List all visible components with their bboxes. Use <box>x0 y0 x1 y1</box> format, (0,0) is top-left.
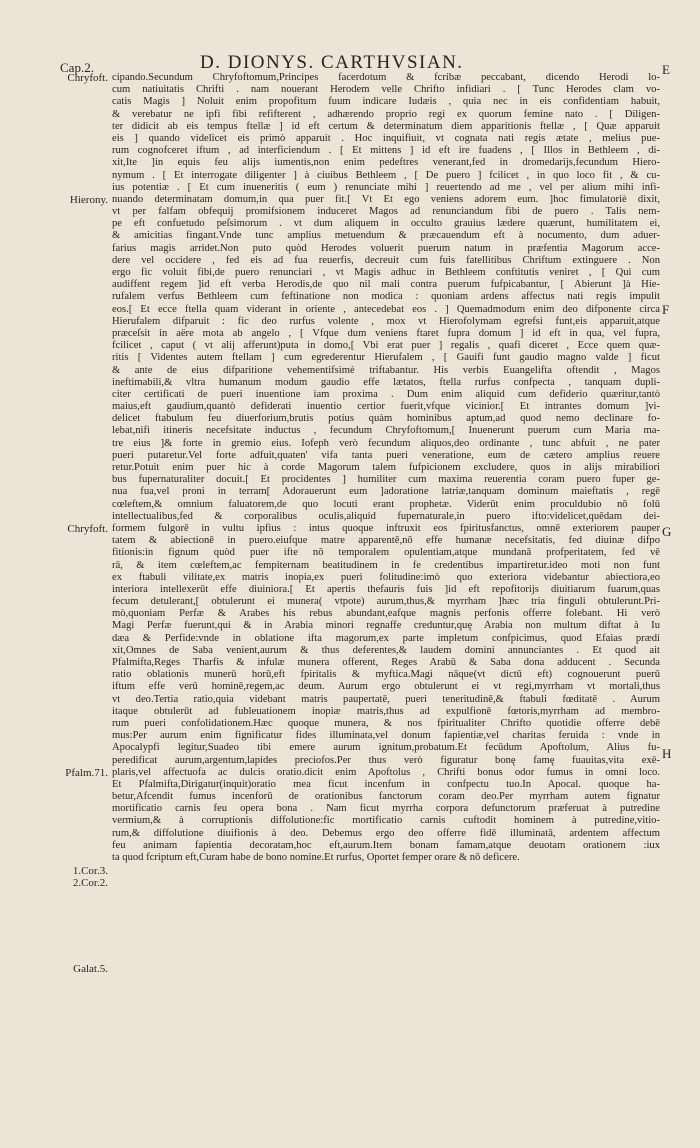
text-line: ius potentiæ . [ Et cum inueneritis ( eum ) renunciate mihi ] reuertendo ad me , vel per alium mihi infi- <box>112 181 660 193</box>
section-letter-e: E <box>662 62 670 77</box>
text-line: tre eius ]& forte in gremio eius. Iofeph verò fecundum aliquos,deo ordinante , tunc abfuit , ne pater <box>112 437 660 449</box>
text-line: nymum . [ Et interrogate diligenter ] à ciuibus Bethleem , [ De puero ] fcilicet , in quo loco fit , & cu- <box>112 169 660 181</box>
text-line: cipando.Secundum Chryfoftomum,Principes facerdotum & fcribæ peccabant, dicendo Herodi lo- <box>112 72 660 83</box>
text-line: ex ftabuli vilitate,ex matris inopia,ex pueri folitudine:imò quo exteriora videbantur abiectiora,eo <box>112 571 660 583</box>
text-line: delicet ftabulum feu diuerforium,brutis potius quàm hominibus aptum,ad quod nemo declinare fo- <box>112 413 660 425</box>
text-line: plaris,vel affectuofa ac dulcis oratio.dicit enim Apoftolus , Chrifti bonus odor fumus in omni loco. <box>112 766 660 778</box>
text-line: retur.Potuit enim puer hic à corde Magorum talem fufpicionem excludere, quos in alijs mirabiliori <box>112 462 660 473</box>
text-line: ter didicit ab eis tempus ftellæ ] id eft certum & determinatum diem apparitionis ftellæ , [ Quæ apparuit <box>112 120 660 132</box>
text-line: betur,Afcendit fumus incenforū de orationibus fanctorum coram deo.Per myrrham autem fignatur <box>112 791 660 803</box>
text-line: Et Pfalmifta,Dirigatur(inquit)oratio mea ficut incenfum in confpectu tuo.In Apocal. quoque ha- <box>112 778 660 790</box>
section-letter-h: H <box>662 746 672 761</box>
margin-note: Chryfoft. <box>67 523 108 536</box>
text-line: eis ] quando videlicet eis primò apparuit . Hoc inquifiuit, vt cognata nati regis ætate , melius pue- <box>112 132 660 144</box>
text-line: ergo fic voluit fibi,de puero renunciari , vt Magis adhuc in Bethleem conftitutis veniret , [ Qui cum <box>112 267 660 278</box>
text-line: lebat,nifi itineris necefsitate inductus , fecundum Chryfoftomum,[ Inuenerunt puerum cum Maria ma- <box>112 425 660 437</box>
text-line: fecum detulerant,[ obtulerunt ei munera( vtpote) aurum,thus,& myrrham ]hæc tria finguli obtulerunt.Pri- <box>112 596 660 608</box>
text-line: farius magis arridet.Non puto quòd Herodes voluerit puerum natum in præfentia Magorum acce- <box>112 242 660 254</box>
text-line: Apocalypfi legitur,Suadeo tibi emere aurum ignitum,probatum.Et fecūdum Apoftolum, Alius fu- <box>112 742 660 754</box>
body-text <box>112 72 660 864</box>
text-line: dæa & Perfide:vnde in oblatione ifta magorum,ex parte impletum confpicimus, quod Efaias prædi <box>112 632 660 644</box>
text-line: ritis [ Videntes autem ftellam ] cum egrederentur Hierufalem , [ Gauifi funt gaudio magno valde ] ficut <box>112 352 660 364</box>
text-line: mus:Per aurum enim fignificatur fides illuminata,vel donum fapientiæ,vel charitas feruida : vnde in <box>112 730 660 742</box>
text-line: iftum effe verū hominē,regem,ac deum. Aurum ergo obtulerunt ei vt regi,myrrham vt mortali,thus <box>112 681 660 693</box>
text-line: feu animam fapientia decoratam,hoc eft,aurum.Item bonam famam,atque deuotam orationem :iux <box>112 839 660 851</box>
text-line: rum,& diffolutione diuifionis à deo. Debemus ergo deo offerre fidē illuminatā, ardentem affectum <box>112 827 660 839</box>
margin-note: Chryfoft. <box>67 72 108 84</box>
text-line: bus fupernaturaliter docuit.[ Et procidentes ] humiliter cum maxima reuerentia coram puero fuper ge- <box>112 474 660 486</box>
text-line: maius,eft gaudium,quantò defiderati inuentio certior fuerit,vfque vicinior.[ Et intrantes domum ]vi- <box>112 401 660 413</box>
text-line: ratio oblationis munerū horū,eft fpiritalis & myftica.Magi nāque(vt dictū eft) cognouerunt puerū <box>112 669 660 681</box>
text-line: pe eft confuetudo peſsimorum . vt dum aliquem in occulto grauius lædere quærunt, humilitatem ei, <box>112 218 660 230</box>
text-line: vermium,& à corruptionis diffolutione:fic mortificatio carnis cuftodit hominem à putredine,vitio- <box>112 815 660 827</box>
text-line: Pfalmifta,Reges Tharfis & infulæ munera offerent, Reges Arabū & Saba dona adducent . Secunda <box>112 657 660 668</box>
text-line: mò,quoniam Perfæ & Arabes his rebus abundant,eafque magnis perfonis offerre folebant. Hi verò <box>112 608 660 620</box>
text-line: eos.[ Et ecce ftella quam viderant in oriente , antecedebat eos . ] Quemadmodum enim deo difponente circa <box>112 303 660 315</box>
chapter-label: Cap.2. <box>60 60 94 75</box>
text-line: formem fulgorē in vultu ipfius : intus quoque inftruxit eos fpiritusfanctus, omnē exteriorem pauper <box>112 522 660 534</box>
text-line: cum natiuitatis Chrifti . nam nouerant Herodem velle Chrifto infidiari . [ Tunc Herodes clam vo- <box>112 84 660 96</box>
text-line: catis Magis ] Noluit enim propofitum fuum indicare Iudæis , quia nec in eis confidentiam habuit, <box>112 96 660 108</box>
text-line: citer certificati de pueri inuentione iam proxima . Dum enim aliquid cum defiderio quæritur,tantò <box>112 388 660 400</box>
text-line: nua fua,vel proni in terram[ Adorauerunt eum ]adoratione latriæ,tanquam dominum maieftatis , regē <box>112 486 660 498</box>
text-line: tatem & abiectionē in puero.eiufque matre apparentē,nō effe humanæ necefsitatis, fed diuinæ difpo <box>112 535 660 547</box>
text-line: & amicitias fingant.Vnde tunc amplius metuendum & præcauendum eft à nocumento, dum aduer- <box>112 230 660 242</box>
text-line: ineftimabili,& vltra humanum modum gaudio effe lætatos, ftella rurfus confpecta , tanquam dupli- <box>112 376 660 388</box>
margin-note: 1.Cor.3. <box>72 865 108 877</box>
text-line: vt deo.Tertia ratio,quia videbant matris paupertatē, pueri teneritudinē,& ftabuli fœditatē . Aurum <box>112 693 660 705</box>
text-line: vt per falfam obfequij promifsionem induceret Magos ad renunciandum fibi de puero . Talis nem- <box>112 206 660 218</box>
text-line: xit,Omnes de Saba venient,aurum & thus deferentes,& laudem domini annunciantes . Et quod ait <box>112 644 660 656</box>
text-line: interiora intellexerūt effe diuiniora.[ Et apertis thefauris fuis ]id eft repofitorijs diuitiarum fuarum,quas <box>112 583 660 595</box>
text-line: rā, & item cœleftem,ac fempiternam beatitudinem in fe credentibus impartiretur.ideo moti non funt <box>112 559 660 571</box>
text-line: & verebatur ne ipfi fibi refifterent , adhærendo proprio regi ex quorum femine nato . [ Diligen- <box>112 108 660 120</box>
text-line: Magi Perfæ fuerunt,qui & in Arabia minori regnaffe creduntur,quę Arabia non multum diftat à Iu <box>112 620 660 632</box>
text-line: & ante de eius difparitione vehementifsimè triftabantur. His verbis Euangelifta oftendit , Magos <box>112 364 660 376</box>
text-line: xit,Ite ]in equis feu alijs iumentis,non enim pedeftres venerant,fed in dromedarijs,fecundum Hiero- <box>112 157 660 169</box>
margin-note: Hierony. <box>69 194 108 206</box>
running-title: D. DIONYS. CARTHVSIAN. <box>200 52 464 73</box>
text-line: Hierufalem difparuit : fic deo rurfus volente , mox vt Hierofolymam egrefsi funt,eis apparuit,atque <box>112 315 660 327</box>
text-line: audiffent regem ]id eft verba Herodis,de quo nil mali contra puerum fufpicabantur, [ Abierunt ]à Hie- <box>112 279 660 291</box>
text-line: dere vel occidere , fed eis ad fua reuerfis, decreuit cum fuis fatellitibus Chriftum extinguere . Non <box>112 254 660 266</box>
text-line: mortificatio carnis feu opera bona . Nam ficut myrrha corpora defunctorum præferuat à putredine <box>112 803 660 815</box>
text-line: ta quod fcriptum eft,Curam habe de bono nomine.Et rurfus, Oportet femper orare & nō deficere. <box>112 852 520 863</box>
section-letter-g: G <box>662 524 672 539</box>
text-line: rum cognofceret iftum , ad interficiendum . [ Et mittens ] id eft ire fuadens , [ Illos in Bethleem , di- <box>112 145 660 157</box>
text-line: fcilicet , caput ( vt alij afferunt)puta in domo,[ Vbi erat puer ] regalis , quafi diceret , Ecce quem quæ- <box>112 340 660 352</box>
text-line: præceſsit in aëre mota ab angelo , [ Vfque dum veniens ftaret fupra domum ] id eft in qua, vel fupra, <box>112 327 660 339</box>
text-line: fitionis:in fignum quòd puer ifte nō temporalem opulentiam,atque mundanā profperitatem, fed vē <box>112 547 660 559</box>
margin-note: Galat.5. <box>73 962 108 975</box>
text-line: rufalem verfus Bethleem cum feftinatione non modica : quoniam ardens affectus nati regis impulit <box>112 291 660 303</box>
text-line: itaque obtulerūt ad fubleuationem inopiæ matris,thus ad expulfionē fœtoris,myrrham ad membro- <box>112 705 660 717</box>
text-line: pueri putaretur.Vel forte adfuit,quaten' vifa tanta pueri veneratione, eum de cætero amplius reuere <box>112 449 660 461</box>
text-line: peredificat aurum,argentum,lapides preciofos.Per thus verò figuratur bonę famę fuauitas,vita exē- <box>112 754 660 766</box>
text-line: intellectualibus,fed & corporalibus oculis,aliquid fupernaturale,in puero ifto:videlicet,quēdam dei- <box>112 510 660 522</box>
margin-note: Pfalm.71. <box>65 767 108 780</box>
margin-note: 2.Cor.2. <box>72 877 108 890</box>
text-line: nuando determinatam domum,in qua puer fit.[ Vt Et ego veniens adorem eum. ]hoc fimulatoriè dixit, <box>112 193 660 205</box>
section-letter-f: F <box>662 302 670 317</box>
text-line: rum pueri confolidationem.Hæc quoque munera, & nos fpiritualiter Chrifto quotidie offerre debē <box>112 717 660 729</box>
text-line: cœleftem,& omnium faluatorem,de quo locuti erant prophetæ. Viderūt enim proculdubio nō folū <box>112 498 660 510</box>
